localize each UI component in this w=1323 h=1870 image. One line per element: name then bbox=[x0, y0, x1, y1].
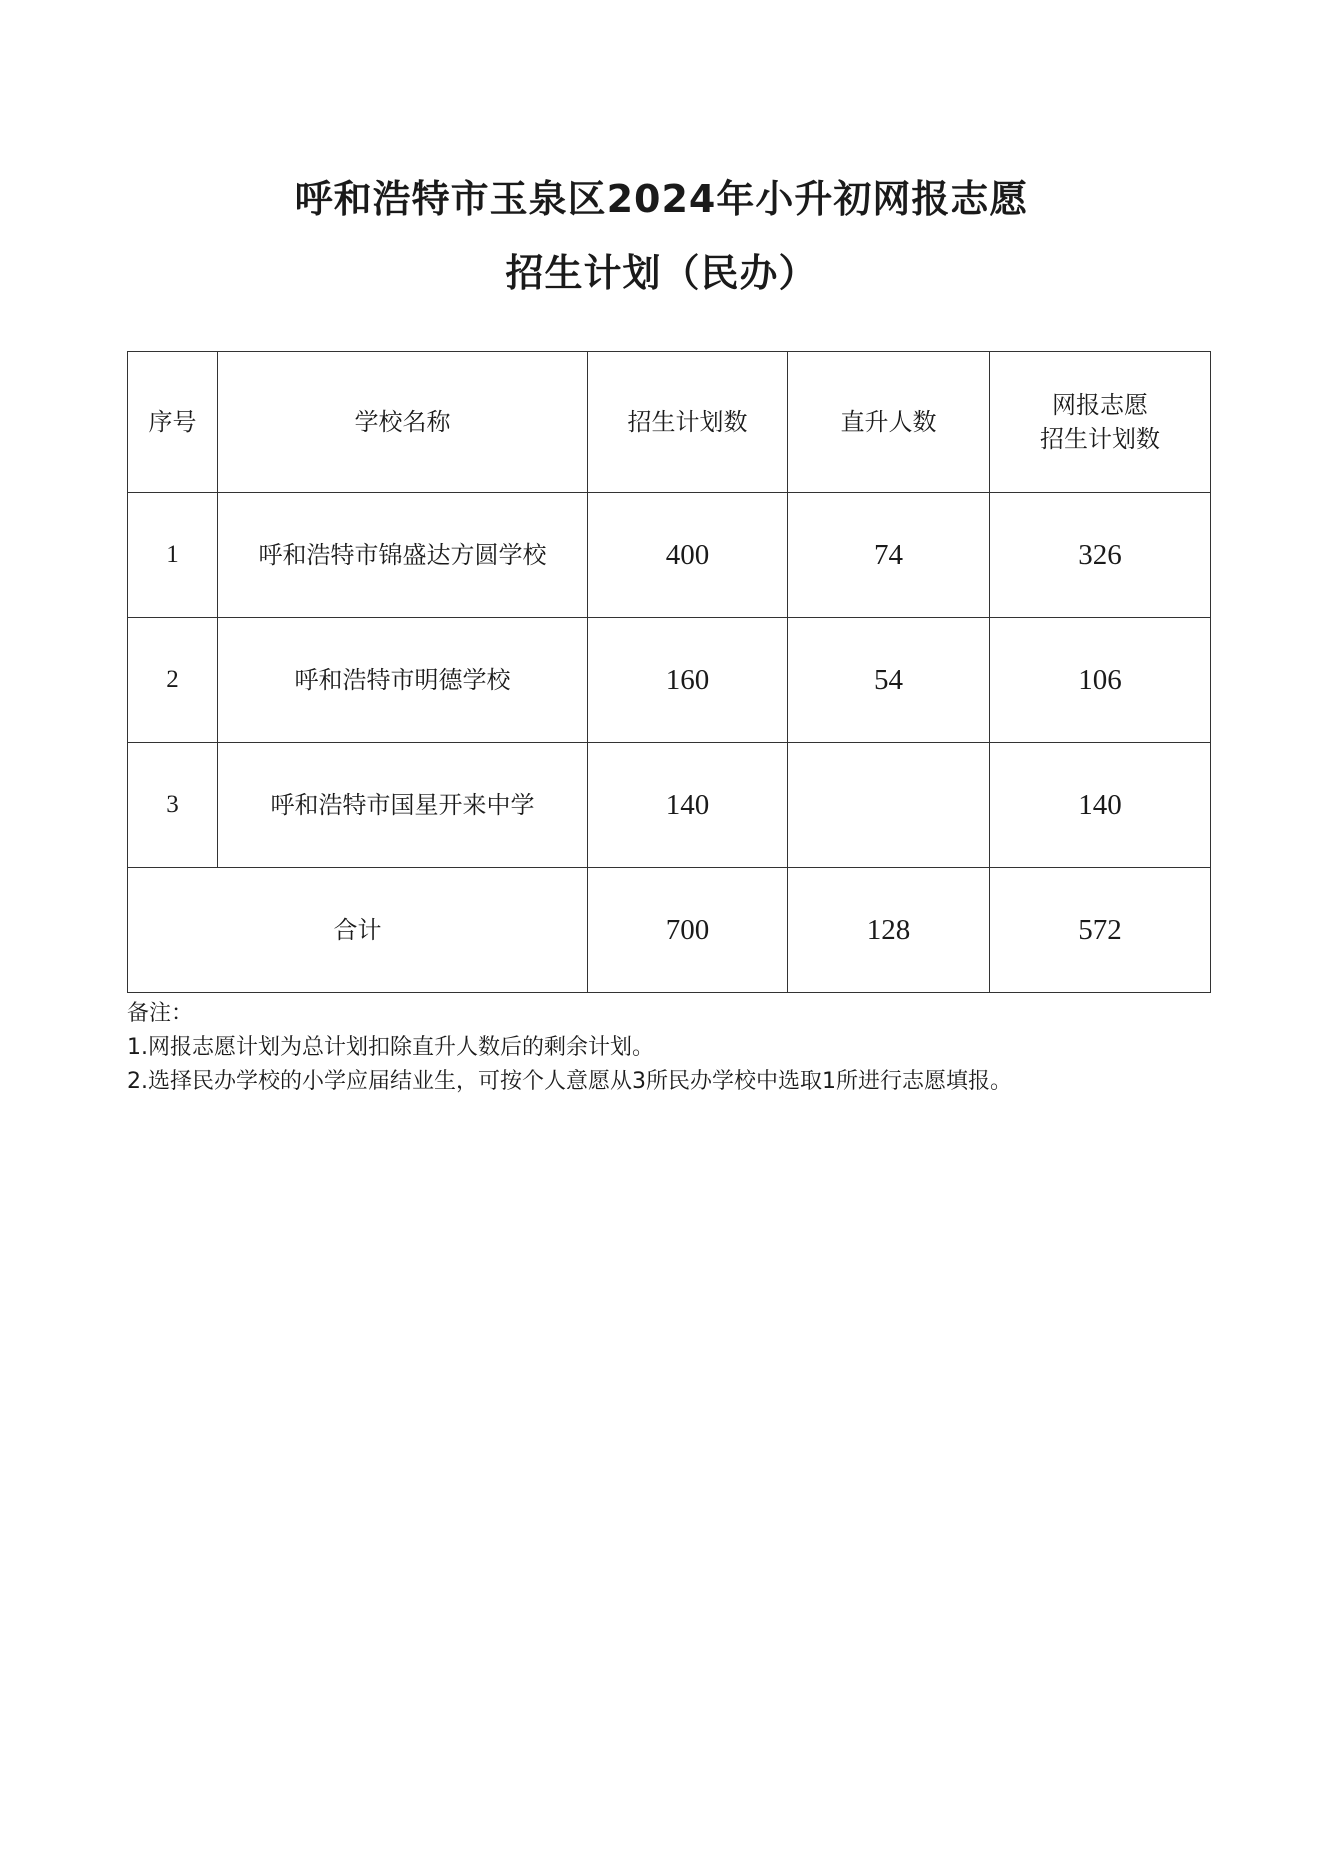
total-online: 572 bbox=[990, 868, 1211, 993]
row-planned: 140 bbox=[588, 743, 788, 868]
row-index: 1 bbox=[128, 493, 218, 618]
row-school: 呼和浩特市明德学校 bbox=[218, 618, 588, 743]
row-index: 3 bbox=[128, 743, 218, 868]
row-index: 2 bbox=[128, 618, 218, 743]
row-school: 呼和浩特市国星开来中学 bbox=[218, 743, 588, 868]
document-subtitle: 招生计划（民办） bbox=[505, 251, 818, 295]
row-direct: 74 bbox=[788, 493, 990, 618]
table-row bbox=[128, 743, 1211, 868]
document-title: 呼和浩特市玉泉区2024年小升初网报志愿 bbox=[294, 177, 1029, 221]
table-row bbox=[128, 618, 1211, 743]
enrollment-plan-table bbox=[127, 351, 1211, 993]
row-online: 326 bbox=[990, 493, 1211, 618]
header-planned: 招生计划数 bbox=[588, 352, 788, 493]
note-item: 2.选择民办学校的小学应届结业生，可按个人意愿从3所民办学校中选取1所进行志愿填报。 bbox=[127, 1069, 1012, 1094]
total-planned: 700 bbox=[588, 868, 788, 993]
table-row bbox=[128, 493, 1211, 618]
total-label: 合计 bbox=[128, 868, 588, 993]
row-online: 106 bbox=[990, 618, 1211, 743]
row-direct bbox=[788, 743, 990, 868]
row-planned: 400 bbox=[588, 493, 788, 618]
header-direct-promotion: 直升人数 bbox=[788, 352, 990, 493]
header-index: 序号 bbox=[128, 352, 218, 493]
header-school-name: 学校名称 bbox=[218, 352, 588, 493]
row-planned: 160 bbox=[588, 618, 788, 743]
table-header-row bbox=[128, 352, 1211, 493]
header-online-plan bbox=[990, 352, 1211, 493]
header-online-line2: 招生计划数 bbox=[1040, 425, 1160, 453]
note-item: 1.网报志愿计划为总计划扣除直升人数后的剩余计划。 bbox=[127, 1035, 654, 1060]
notes-heading: 备注： bbox=[127, 1001, 194, 1026]
row-direct: 54 bbox=[788, 618, 990, 743]
total-direct: 128 bbox=[788, 868, 990, 993]
table-total-row bbox=[128, 868, 1211, 993]
header-online-line1: 网报志愿 bbox=[1052, 391, 1148, 419]
row-online: 140 bbox=[990, 743, 1211, 868]
row-school: 呼和浩特市锦盛达方圆学校 bbox=[218, 493, 588, 618]
notes-section bbox=[127, 997, 1012, 1099]
